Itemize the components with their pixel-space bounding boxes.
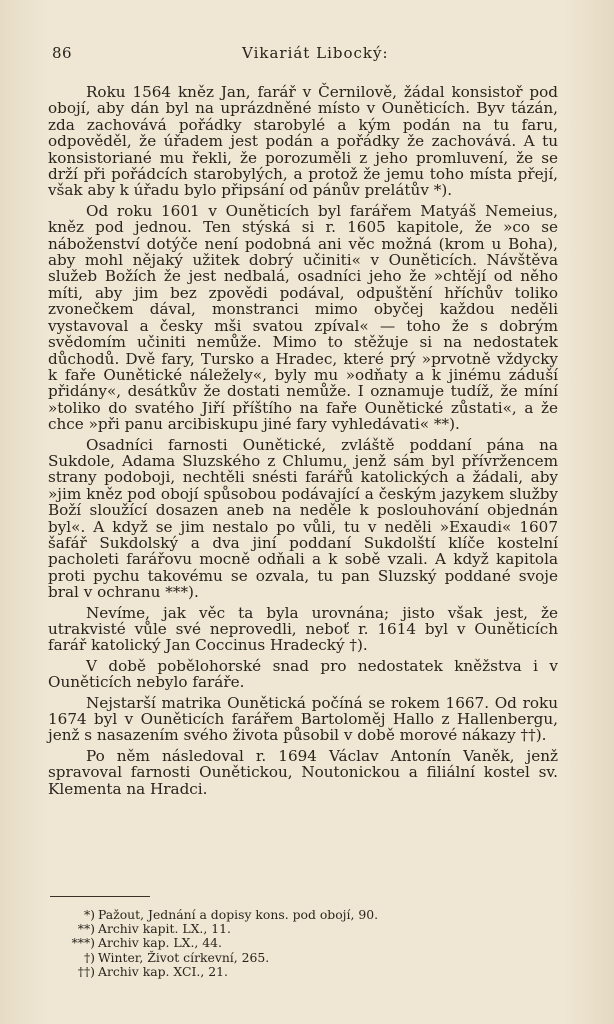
paragraph: V době pobělohorské snad pro nedostatek kněžstva i v Ouněticích nebylo faráře.	[48, 656, 558, 692]
footnote	[50, 922, 550, 936]
footnote-text: Pažout, Jednání a dopisy kons. pod obojí, 90.	[98, 907, 379, 922]
footnote-mark: ***)	[71, 935, 95, 951]
footnote-rule	[50, 896, 150, 897]
footnote-text: Archiv kapit. LX., 11.	[98, 921, 231, 937]
footnote	[50, 936, 550, 950]
footnote-text: Archiv kap. XCI., 21.	[98, 963, 228, 979]
paragraph: Osadníci farnosti Ounětické, zvláště poddaní pána na Sukdole, Adama Sluzského z Chlumu, jenž sám byl přívržencem strany podoboji, nechtěli snésti farářů katolických a žádali, aby »jim kněz pod obojí spůsobou podávající a českým jazykem služby Boží sloužící dosazen aneb na neděle k poslouhování objednán byl«. A když se jim nestalo po vůli, tu v neděli »Exaudi« 1607 šafář Sukdolský a dva jiní poddaní Sukdolští klíče kostelní pacholeti farářovu mocně odňali a k sobě vzali. A když kapitola proti pychu takovému se ozvala, tu pan Sluzský poddané svoje bral v ochranu ***).	[48, 435, 558, 602]
footnote-mark: *)	[83, 907, 95, 922]
running-head: Vikariát Libocký:	[242, 44, 389, 62]
footnote	[50, 965, 550, 979]
paragraph: Nejstarší matrika Ounětická počíná se rokem 1667. Od roku 1674 byl v Ouněticích farářem Bartoloměj Hallo z Hallenbergu, jenž s nasazením svého života působil v době morové nákazy ††).	[48, 693, 558, 745]
paragraph: Po něm následoval r. 1694 Václav Antonín Vaněk, jenž spravoval farnosti Ounětickou, Noutonickou a filiální kostel sv. Klementa na Hradci.	[48, 746, 558, 798]
footnote-mark: †)	[83, 949, 95, 965]
paragraph: Od roku 1601 v Ouněticích byl farářem Matyáš Nemeius, kněz pod jednou. Ten stýská si r. 1605 kapitole, že »co se náboženství dotýče není podobná ani věc možná (krom u Boha), aby mohl nějaký užitek dobrý učiniti« v Ouněticích. Návštěva služeb Božích že jest nedbalá, osadníci jeho že »chtějí od něho míti, aby jim bez zpovědi podával, odpuštění hříchův toliko zvonečkem dával, monstranci mimo obyčej každou neděli vystavoval a česky mši svatou zpíval« — toho že s dobrým svědomím učiniti nemůže. Mimo to stěžuje si na nedostatek důchodů. Dvě fary, Tursko a Hradec, které prý »prvotně vždycky k faře Ounětické náležely«, byly mu »odňaty a k jinému záduší přidány«, desátkův že dostati nemůže. I oznamuje tudíž, že míní »toliko do svatého Jiří příštího na faře Ounětické zůstati«, a že chce »při panu arcibiskupu jiné fary vyhledávati« **).	[48, 201, 558, 434]
page-number: 86	[52, 44, 73, 62]
footnote-mark: ††)	[77, 963, 95, 979]
page-header	[52, 44, 562, 66]
footnote-mark: **)	[77, 921, 95, 937]
paragraph: Nevíme, jak věc ta byla urovnána; jisto však jest, že utrakvisté vůle své neprovedli, neboť r. 1614 byl v Ouněticích farář katolický Jan Coccinus Hradecký †).	[48, 603, 558, 655]
footnote	[50, 951, 550, 965]
paragraph: Roku 1564 kněz Jan, farář v Černilově, žádal konsistoř pod obojí, aby dán byl na uprázdněné místo v Ouněticích. Byv tázán, zda zachovává pořádky starobylé a kým podán na tu faru, odpověděl, že úřadem jest podán a pořádky že zachovává. A tu konsistoriané mu řekli, že porozuměli z jeho promluvení, že se drží při pořádcích starobylých, a protož že jemu toho místa přejí, však aby k úřadu bylo připsání od pánův prelátův *).	[48, 83, 558, 200]
footnote	[50, 908, 550, 922]
footnote-text: Winter, Život církevní, 265.	[98, 949, 270, 965]
body-text	[48, 84, 558, 801]
footnote-text: Archiv kap. LX., 44.	[98, 935, 222, 951]
footnotes	[50, 908, 550, 979]
